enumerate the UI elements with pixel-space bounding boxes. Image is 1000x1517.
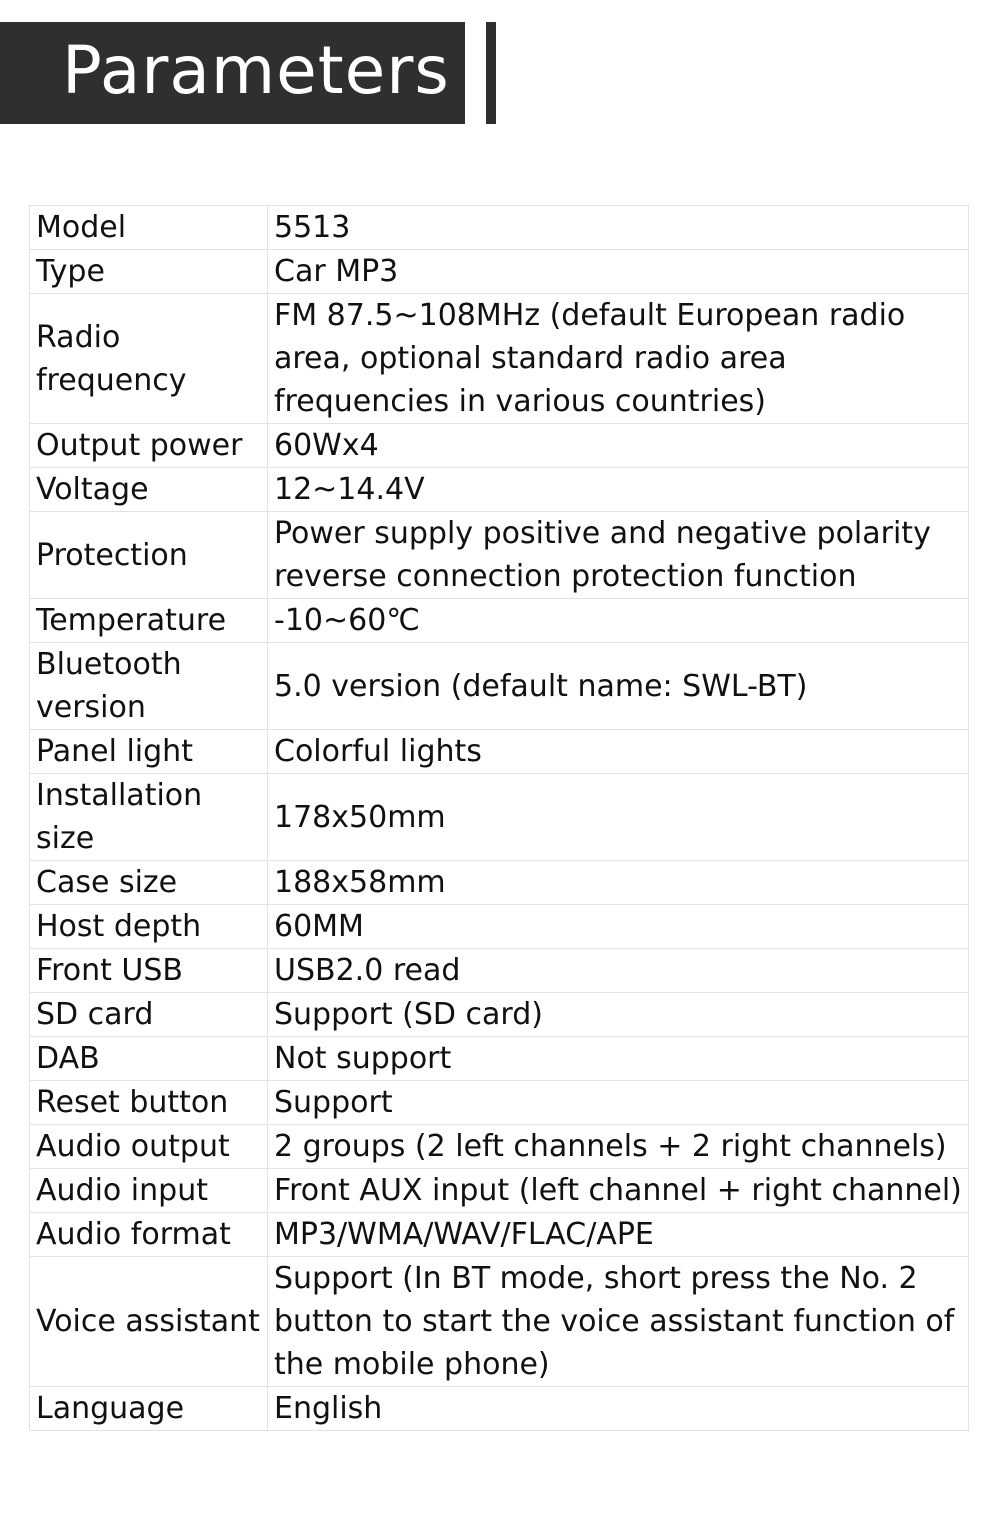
table-row xyxy=(30,1213,969,1257)
spec-label: Front USB xyxy=(30,949,268,993)
spec-value: 60Wx4 xyxy=(268,424,969,468)
spec-value: Support (In BT mode, short press the No. 2 button to start the voice assistant function of the mobile phone) xyxy=(268,1257,969,1387)
table-row xyxy=(30,468,969,512)
spec-value: Power supply positive and negative polarity reverse connection protection function xyxy=(268,512,969,599)
spec-value: Colorful lights xyxy=(268,730,969,774)
spec-value: 178x50mm xyxy=(268,774,969,861)
spec-label: Host depth xyxy=(30,905,268,949)
table-row xyxy=(30,1037,969,1081)
table-row xyxy=(30,730,969,774)
table-row xyxy=(30,294,969,424)
table-row xyxy=(30,774,969,861)
table-row xyxy=(30,206,969,250)
table-row xyxy=(30,1257,969,1387)
spec-label: Protection xyxy=(30,512,268,599)
spec-label: Audio output xyxy=(30,1125,268,1169)
table-row xyxy=(30,1125,969,1169)
table-row xyxy=(30,861,969,905)
spec-label: Radio frequency xyxy=(30,294,268,424)
spec-label: Voice assistant xyxy=(30,1257,268,1387)
spec-label: Type xyxy=(30,250,268,294)
spec-value: 5513 xyxy=(268,206,969,250)
table-row xyxy=(30,599,969,643)
spec-label: Panel light xyxy=(30,730,268,774)
spec-table-body xyxy=(30,206,969,1431)
table-row xyxy=(30,643,969,730)
spec-value: Support (SD card) xyxy=(268,993,969,1037)
spec-label: Voltage xyxy=(30,468,268,512)
table-row xyxy=(30,512,969,599)
spec-label: Output power xyxy=(30,424,268,468)
spec-label: Temperature xyxy=(30,599,268,643)
spec-label: Installation size xyxy=(30,774,268,861)
spec-table xyxy=(29,205,969,1431)
spec-value: Support xyxy=(268,1081,969,1125)
spec-value: USB2.0 read xyxy=(268,949,969,993)
table-row xyxy=(30,993,969,1037)
spec-label: Bluetooth version xyxy=(30,643,268,730)
spec-value: MP3/WMA/WAV/FLAC/APE xyxy=(268,1213,969,1257)
spec-label: Model xyxy=(30,206,268,250)
spec-value: FM 87.5~108MHz (default European radio area, optional standard radio area frequencies in various countries) xyxy=(268,294,969,424)
spec-label: Case size xyxy=(30,861,268,905)
table-row xyxy=(30,905,969,949)
spec-value: 2 groups (2 left channels + 2 right channels) xyxy=(268,1125,969,1169)
spec-value: Front AUX input (left channel + right channel) xyxy=(268,1169,969,1213)
spec-value: -10~60℃ xyxy=(268,599,969,643)
spec-value: 188x58mm xyxy=(268,861,969,905)
table-row xyxy=(30,250,969,294)
title-banner xyxy=(0,22,465,124)
title-accent-bar xyxy=(486,22,496,124)
spec-value: English xyxy=(268,1387,969,1431)
page-title: Parameters xyxy=(62,32,450,109)
table-row xyxy=(30,1387,969,1431)
spec-value: 12~14.4V xyxy=(268,468,969,512)
table-row xyxy=(30,424,969,468)
spec-label: Audio input xyxy=(30,1169,268,1213)
spec-label: DAB xyxy=(30,1037,268,1081)
table-row xyxy=(30,1081,969,1125)
spec-value: 60MM xyxy=(268,905,969,949)
spec-value: Not support xyxy=(268,1037,969,1081)
table-row xyxy=(30,1169,969,1213)
spec-label: Reset button xyxy=(30,1081,268,1125)
spec-value: 5.0 version (default name: SWL-BT) xyxy=(268,643,969,730)
spec-value: Car MP3 xyxy=(268,250,969,294)
spec-label: Audio format xyxy=(30,1213,268,1257)
spec-label: SD card xyxy=(30,993,268,1037)
table-row xyxy=(30,949,969,993)
spec-label: Language xyxy=(30,1387,268,1431)
